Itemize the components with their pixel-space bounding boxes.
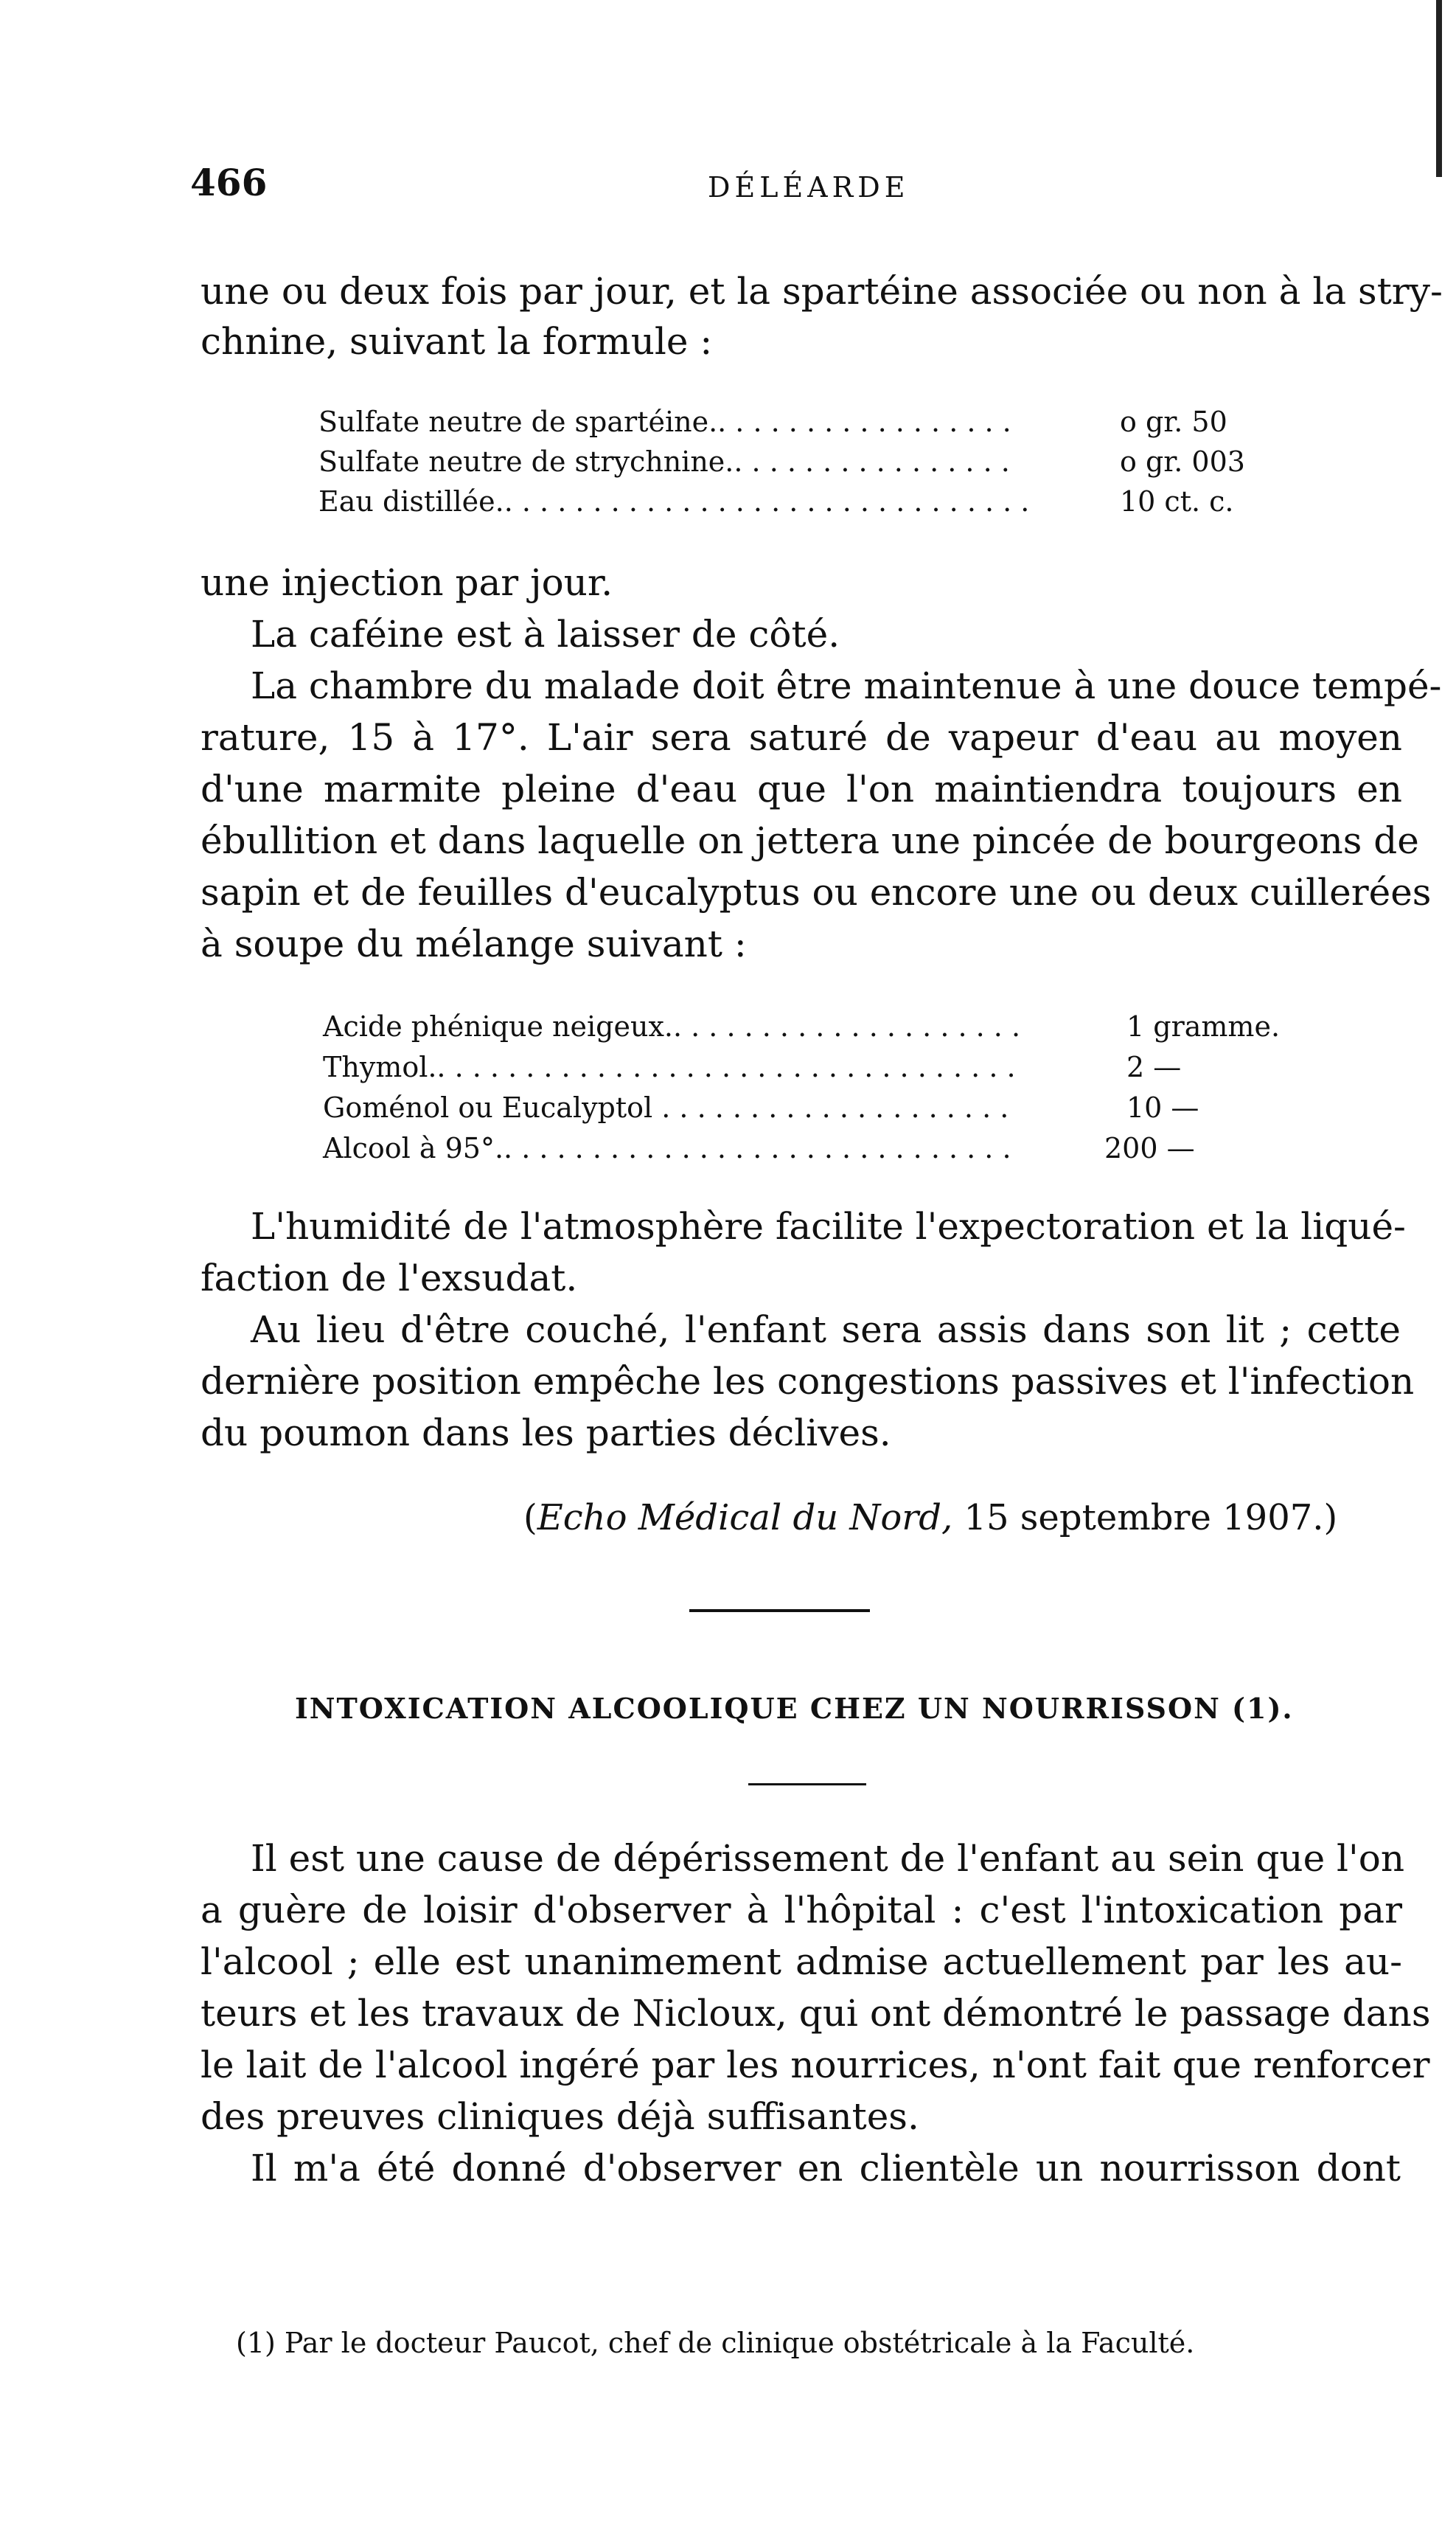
formula-value: 10 — [1126,1091,1199,1124]
text-line: d'une marmite pleine d'eau que l'on maintiendra toujours en [201,768,1402,810]
text-line: rature, 15 à 17°. L'air sera saturé de vapeur d'eau au moyen [201,716,1402,759]
citation-source: Echo Médical du Nord, [537,1497,953,1538]
formula-label: Alcool à 95°.. . . . . . . . . . . . . . . . . . . . . . . . . . . . . [323,1132,1011,1164]
text-line: chnine, suivant la formule : [201,320,713,363]
heading-rule [748,1783,866,1785]
text-line: La caféine est à laisser de côté. [251,613,840,656]
formula-value: o gr. 003 [1120,445,1245,478]
section-heading: INTOXICATION ALCOOLIQUE CHEZ UN NOURRISSON (1). [295,1692,1294,1725]
text-line: des preuves cliniques déjà suffisantes. [201,2095,919,2138]
text-line: Au lieu d'être couché, l'enfant sera assis dans son lit ; cette [251,1308,1401,1351]
footnote: (1) Par le docteur Paucot, chef de clinique obstétricale à la Faculté. [236,2327,1195,2359]
formula-label: Eau distillée.. . . . . . . . . . . . . . . . . . . . . . . . . . . . . . [318,485,1030,518]
text-line: sapin et de feuilles d'eucalyptus ou encore une ou deux cuillerées [201,871,1432,914]
text-line: La chambre du malade doit être maintenue à une douce tempé- [251,664,1442,707]
text-line: dernière position empêche les congestions passives et l'infection [201,1360,1415,1403]
formula-value: 10 ct. c. [1120,485,1234,518]
formula-value: 2 — [1126,1051,1182,1083]
text-line: du poumon dans les parties déclives. [201,1412,891,1454]
formula-label: Acide phénique neigeux.. . . . . . . . . . . . . . . . . . . . [323,1010,1021,1043]
formula-label: Goménol ou Eucalyptol . . . . . . . . . . . . . . . . . . . . [323,1091,1009,1124]
formula-value: 200 — [1104,1132,1195,1164]
formula-value: o gr. 50 [1120,406,1227,438]
text-line: le lait de l'alcool ingéré par les nourrices, n'ont fait que renforcer [201,2044,1430,2086]
formula-value: 1 gramme. [1126,1010,1281,1043]
text-line: une injection par jour. [201,561,613,604]
text-line: ébullition et dans laquelle on jettera une pincée de bourgeons de [201,819,1419,862]
text-line: l'alcool ; elle est unanimement admise actuellement par les au- [201,1940,1402,1983]
running-title: DÉLÉARDE [708,171,910,204]
text-line: à soupe du mélange suivant : [201,923,747,965]
formula-label: Sulfate neutre de spartéine.. . . . . . . . . . . . . . . . . [318,406,1011,438]
text-line: teurs et les travaux de Nicloux, qui ont démontré le passage dans [201,1992,1431,2035]
scan-edge-bar [1436,0,1442,177]
page-number: 466 [190,161,268,204]
text-line: Il m'a été donné d'observer en clientèle un nourrisson dont [251,2147,1401,2190]
citation-open: ( [523,1497,537,1538]
text-line: faction de l'exsudat. [201,1257,578,1299]
section-divider [689,1609,870,1612]
text-line: une ou deux fois par jour, et la spartéine associée ou non à la stry- [201,270,1443,313]
text-line: Il est une cause de dépérissement de l'enfant au sein que l'on [251,1837,1405,1880]
text-line: a guère de loisir d'observer à l'hôpital : c'est l'intoxication par [201,1889,1402,1931]
citation [523,1497,1337,1538]
text-line: L'humidité de l'atmosphère facilite l'expectoration et la liqué- [251,1205,1406,1248]
citation-date: 15 septembre 1907.) [952,1497,1338,1538]
formula-label: Sulfate neutre de strychnine.. . . . . . . . . . . . . . . . [318,445,1010,478]
formula-label: Thymol.. . . . . . . . . . . . . . . . . . . . . . . . . . . . . . . . . [323,1051,1016,1083]
